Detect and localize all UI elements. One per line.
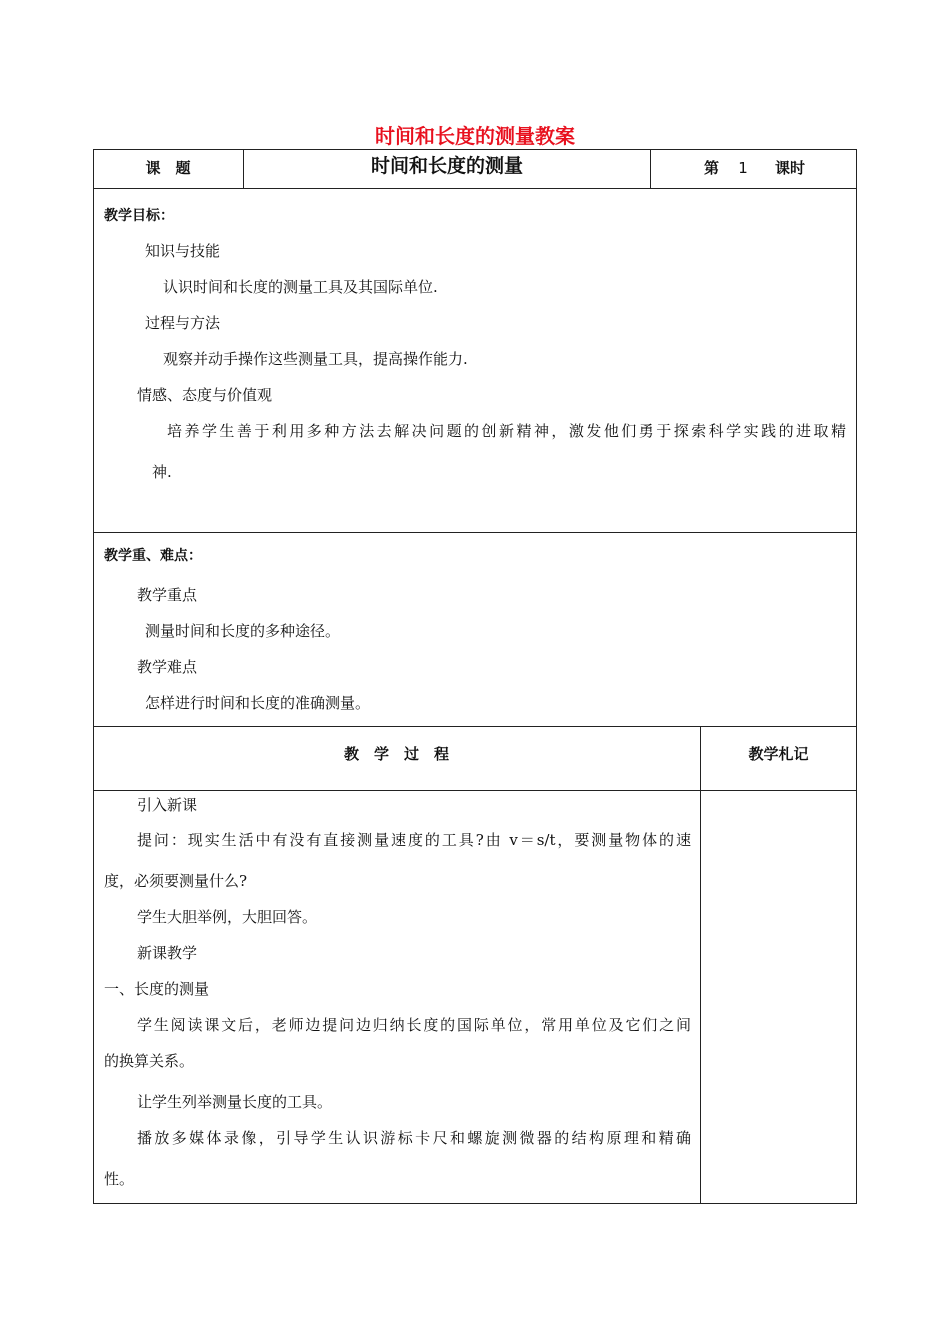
col-divider bbox=[650, 149, 651, 188]
emotion-heading: 情感、态度与价值观 bbox=[137, 386, 273, 404]
reading-line1: 学生阅读课文后，老师边提问边归纳长度的国际单位，常用单位及它们之间 bbox=[137, 1016, 691, 1034]
emotion-text-line1: 培养学生善于利用多种方法去解决问题的创新精神，激发他们勇于探索科学实践的进取精 bbox=[167, 422, 846, 440]
key-text: 测量时间和长度的多种途径。 bbox=[145, 622, 341, 640]
period-number: 1 bbox=[738, 159, 748, 177]
video-line2: 性。 bbox=[104, 1170, 135, 1188]
teaching-notes-label: 教学札记 bbox=[748, 745, 809, 763]
row-divider bbox=[93, 790, 857, 791]
question-line1: 提问：现实生活中有没有直接测量速度的工具?由 v＝s/t，要测量物体的速 bbox=[137, 831, 691, 849]
teaching-process-label: 教 学 过 程 bbox=[343, 745, 449, 763]
video-line1: 播放多媒体录像，引导学生认识游标卡尺和螺旋测微器的结构原理和精确 bbox=[137, 1129, 691, 1147]
objectives-heading: 教学目标： bbox=[104, 208, 174, 224]
process-method-heading: 过程与方法 bbox=[145, 314, 221, 332]
knowledge-heading: 知识与技能 bbox=[145, 242, 221, 260]
row-divider bbox=[93, 532, 857, 533]
key-heading: 教学重点 bbox=[137, 586, 198, 604]
students-answer: 学生大胆举例，大胆回答。 bbox=[137, 908, 318, 926]
intro-heading: 引入新课 bbox=[137, 796, 198, 814]
emotion-text-line2: 神. bbox=[152, 463, 172, 481]
lesson-title: 时间和长度的测量 bbox=[370, 155, 523, 177]
reading-line2: 的换算关系。 bbox=[104, 1052, 195, 1070]
tools-text: 让学生列举测量长度的工具。 bbox=[137, 1093, 333, 1111]
question-line2: 度，必须要测量什么? bbox=[104, 872, 248, 890]
col-divider bbox=[700, 726, 701, 1204]
row-divider bbox=[93, 726, 857, 727]
period-suffix: 课时 bbox=[775, 159, 806, 177]
period-indicator bbox=[704, 158, 805, 178]
period-prefix: 第 bbox=[704, 159, 720, 177]
new-lesson-heading: 新课教学 bbox=[137, 944, 198, 962]
row-divider bbox=[93, 188, 857, 189]
knowledge-text: 认识时间和长度的测量工具及其国际单位. bbox=[163, 278, 438, 296]
subject-label: 课 题 bbox=[145, 159, 191, 177]
process-method-text: 观察并动手操作这些测量工具，提高操作能力. bbox=[163, 350, 468, 368]
section-one-heading: 一、长度的测量 bbox=[104, 980, 210, 998]
difficulty-heading: 教学难点 bbox=[137, 658, 198, 676]
lesson-plan-table bbox=[93, 149, 857, 1204]
document-title: 时间和长度的测量教案 bbox=[375, 124, 575, 148]
key-points-heading: 教学重、难点： bbox=[104, 548, 202, 564]
difficulty-text: 怎样进行时间和长度的准确测量。 bbox=[145, 694, 371, 712]
